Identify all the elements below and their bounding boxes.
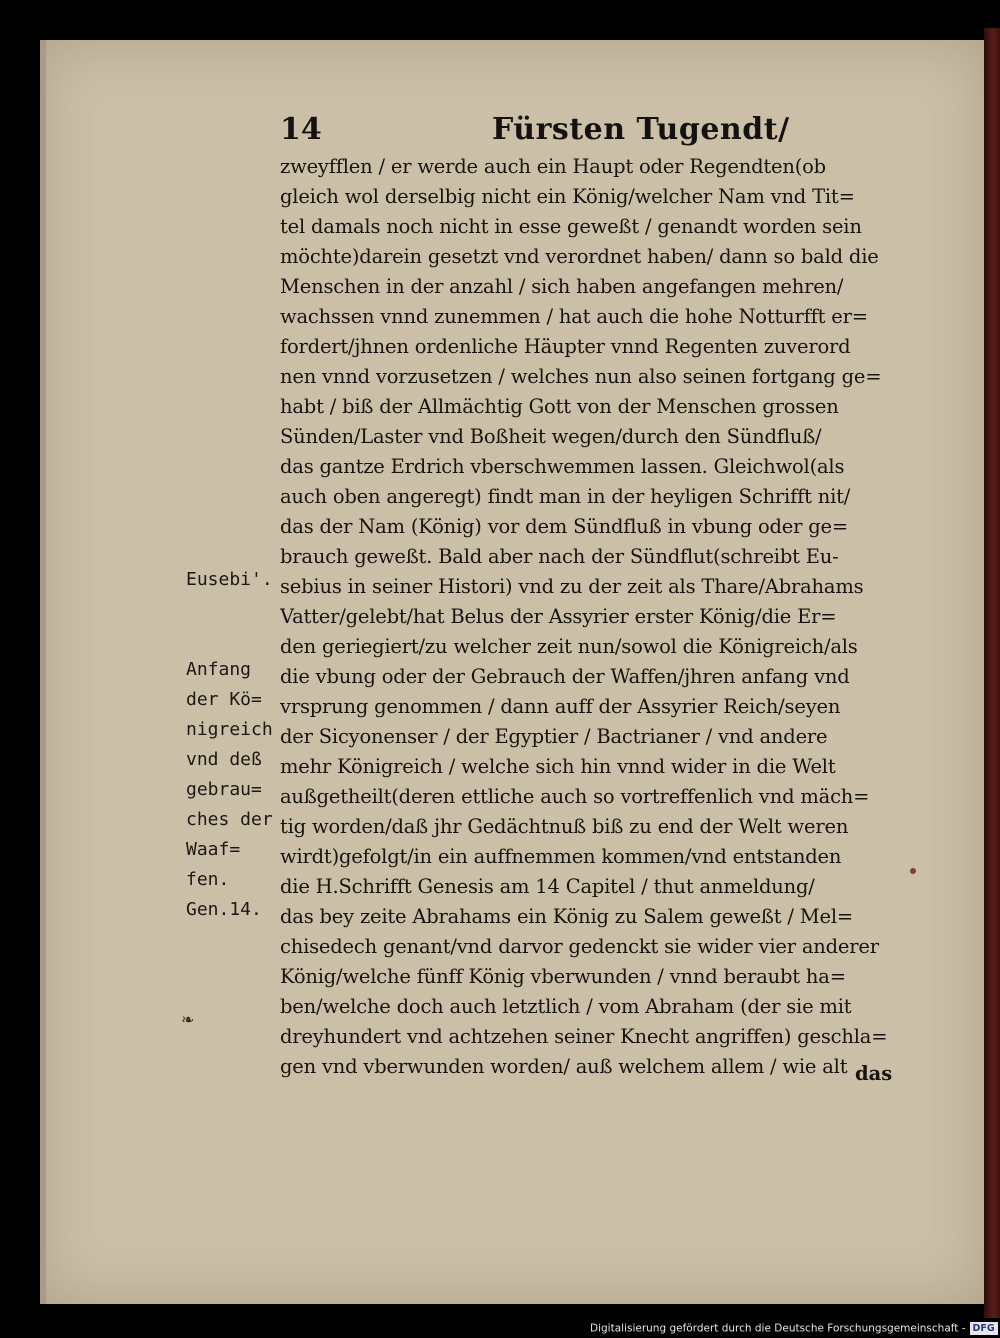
text-line: wirdt)gefolgt/in ein auffnemmen kommen/vnd entstanden: [280, 845, 842, 868]
page-header: [280, 112, 920, 156]
catchword: das: [855, 1062, 893, 1085]
marginal-note-line: Eusebi'.: [186, 569, 273, 590]
page-number: 14: [280, 112, 322, 147]
marginal-note-line: Anfang: [186, 659, 252, 680]
marginal-note-line: fen.: [186, 869, 230, 890]
marginal-note-line: Waaf=: [186, 839, 241, 860]
marginal-note-line: gebrau=: [186, 779, 262, 800]
text-line: wachssen vnnd zunemmen / hat auch die hohe Notturfft er=: [280, 305, 868, 328]
text-line: das der Nam (König) vor dem Sündfluß in vbung oder ge=: [280, 515, 849, 538]
text-line: das bey zeite Abrahams ein König zu Salem geweßt / Mel=: [280, 905, 854, 928]
dfg-logo: DFG: [970, 1322, 998, 1335]
body-text: [280, 152, 920, 1082]
marginal-note-anfang: [186, 655, 273, 895]
text-line: sebius in seiner Histori) vnd zu der zeit als Thare/Abrahams: [280, 575, 864, 598]
text-line: dreyhundert vnd achtzehen seiner Knecht angriffen) geschla=: [280, 1025, 888, 1048]
text-line: gleich wol derselbig nicht ein König/welcher Nam vnd Tit=: [280, 185, 855, 208]
text-line: die vbung oder der Gebrauch der Waffen/jhren anfang vnd: [280, 665, 850, 688]
text-line: den geriegiert/zu welcher zeit nun/sowol die Königreich/als: [280, 635, 858, 658]
text-line: auch oben angeregt) findt man in der heyligen Schrifft nit/: [280, 485, 851, 508]
marginal-note-line: vnd deß: [186, 749, 262, 770]
text-line: fordert/jhnen ordenliche Häupter vnnd Regenten zuverord: [280, 335, 851, 358]
text-line: Sünden/Laster vnd Boßheit wegen/durch den Sündfluß/: [280, 425, 822, 448]
footer-text: Digitalisierung gefördert durch die Deutsche Forschungsgemeinschaft -: [590, 1322, 966, 1335]
text-line: chisedech genant/vnd darvor gedenckt sie wider vier anderer: [280, 935, 879, 958]
text-line: möchte)darein gesetzt vnd verordnet haben/ dann so bald die: [280, 245, 879, 268]
marginal-note-genesis: [186, 895, 262, 925]
text-line: Vatter/gelebt/hat Belus der Assyrier erster König/die Er=: [280, 605, 837, 628]
fleuron-icon: ❧: [181, 1010, 195, 1029]
text-line: zweyfflen / er werde auch ein Haupt oder Regendten(ob: [280, 155, 826, 178]
text-line: habt / biß der Allmächtig Gott von der Menschen grossen: [280, 395, 839, 418]
marginal-note-line: der Kö=: [186, 689, 262, 710]
marginal-note-eusebius: [186, 565, 273, 595]
text-line: das gantze Erdrich vberschwemmen lassen. Gleichwol(als: [280, 455, 845, 478]
ink-spot: [910, 868, 916, 874]
book-cover-edge: [984, 28, 1000, 1318]
text-line: ben/welche doch auch letztlich / vom Abraham (der sie mit: [280, 995, 852, 1018]
digitization-footer: [590, 1322, 995, 1338]
text-line: vrsprung genommen / dann auff der Assyrier Reich/seyen: [280, 695, 841, 718]
text-line: nen vnnd vorzusetzen / welches nun also seinen fortgang ge=: [280, 365, 882, 388]
text-line: tig worden/daß jhr Gedächtnuß biß zu end der Welt weren: [280, 815, 849, 838]
text-line: die H.Schrifft Genesis am 14 Capitel / thut anmeldung/: [280, 875, 815, 898]
text-line: außgetheilt(deren ettliche auch so vortreffenlich vnd mäch=: [280, 785, 870, 808]
text-line: König/welche fünff König vberwunden / vnnd beraubt ha=: [280, 965, 846, 988]
marginal-note-line: Gen.14.: [186, 899, 262, 920]
running-title: Fürsten Tugendt/: [492, 112, 790, 147]
marginal-note-line: ches der: [186, 809, 273, 830]
text-line: der Sicyonenser / der Egyptier / Bactrianer / vnd andere: [280, 725, 828, 748]
text-line: mehr Königreich / welche sich hin vnnd wider in die Welt: [280, 755, 836, 778]
text-line: brauch geweßt. Bald aber nach der Sündflut(schreibt Eu-: [280, 545, 839, 568]
text-line: gen vnd vberwunden worden/ auß welchem allem / wie alt: [280, 1055, 848, 1078]
text-line: Menschen in der anzahl / sich haben angefangen mehren/: [280, 275, 844, 298]
page-gutter-edge: [40, 40, 46, 1304]
marginal-note-line: nigreich: [186, 719, 273, 740]
text-line: tel damals noch nicht in esse geweßt / genandt worden sein: [280, 215, 862, 238]
